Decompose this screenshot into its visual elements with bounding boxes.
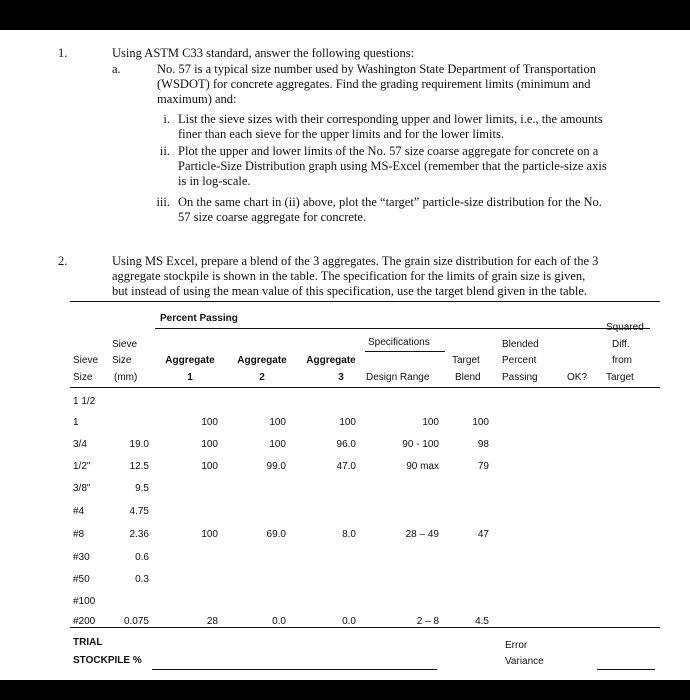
cell-sieve-mm: 0.075 <box>123 616 149 627</box>
header-squared: Squared <box>606 322 644 333</box>
header-target: Target <box>452 355 480 366</box>
q1-sub-ii <box>178 144 678 189</box>
q1-sub-label: ii. <box>159 144 170 158</box>
error-label: Error <box>505 640 528 651</box>
q1-sub-i <box>178 112 678 142</box>
cell-design-range: 28 – 49 <box>405 529 439 540</box>
cell-agg1: 100 <box>201 439 218 450</box>
cell-sieve-mm: 2.36 <box>129 529 149 540</box>
document-page <box>0 30 690 680</box>
header-ok: OK? <box>567 372 588 383</box>
cell-sieve-size: 3/4 <box>73 439 87 450</box>
q1-sub-line: On the same chart in (ii) above, plot the “target” particle-size distribution for the No. <box>178 195 602 209</box>
header-specifications: Specifications <box>368 337 430 348</box>
header-sieve-size-1: Sieve <box>73 355 99 366</box>
cell-design-range: 90 - 100 <box>402 439 439 450</box>
cell-design-range: 90 max <box>406 461 439 472</box>
cell-agg2: 100 <box>269 417 286 428</box>
cell-sieve-size: 1 1/2 <box>73 396 96 407</box>
cell-agg3: 0.0 <box>342 616 356 627</box>
cell-sieve-size: #4 <box>73 506 85 517</box>
header-sieve-mm-1: Sieve <box>112 339 138 350</box>
cell-agg2: 99.0 <box>266 461 286 472</box>
cell-agg1: 28 <box>206 616 218 627</box>
cell-agg2: 100 <box>269 439 286 450</box>
header-diff: Diff. <box>612 339 630 350</box>
cell-sieve-size: #200 <box>73 616 96 627</box>
q1-sub-line: 57 size coarse aggregate for concrete. <box>178 210 367 224</box>
header-sieve-mm-2: Size <box>112 355 132 366</box>
q1a-line: maximum) and: <box>157 92 237 106</box>
header-blend: Blend <box>455 372 481 383</box>
header-sieve-mm-3: (mm) <box>114 372 138 383</box>
header-passing: Passing <box>502 372 538 383</box>
cell-target-blend: 98 <box>477 439 489 450</box>
q1a-line: No. 57 is a typical size number used by Washington State Department of Transportation <box>157 62 596 76</box>
header-design-range: Design Range <box>366 372 430 383</box>
cell-sieve-mm: 0.3 <box>135 574 149 585</box>
cell-sieve-mm: 0.6 <box>135 552 149 563</box>
header-sieve-size-2: Size <box>73 372 93 383</box>
error-input-line <box>597 669 655 670</box>
cell-target-blend: 79 <box>477 461 489 472</box>
cell-sieve-size: 1 <box>73 417 79 428</box>
cell-target-blend: 47 <box>477 529 489 540</box>
header-from: from <box>612 355 632 366</box>
table-bottom-rule <box>70 627 660 628</box>
stockpile-label: STOCKPILE % <box>73 655 142 666</box>
cell-sieve-size: 1/2" <box>73 461 91 472</box>
cell-agg3: 47.0 <box>336 461 356 472</box>
q1-sub-line: is in log-scale. <box>178 174 251 188</box>
q2-text <box>112 254 672 299</box>
trial-label: TRIAL <box>73 637 103 648</box>
header-agg3-num: 3 <box>338 372 344 383</box>
cell-agg1: 100 <box>201 461 218 472</box>
header-blended: Blended <box>502 339 539 350</box>
cell-sieve-mm: 12.5 <box>129 461 149 472</box>
percent-passing-rule <box>155 328 650 329</box>
header-agg2-num: 2 <box>259 372 265 383</box>
q1a-line: (WSDOT) for concrete aggregates. Find the grading requirement limits (minimum and <box>157 77 591 91</box>
q1-sub-line: Particle-Size Distribution graph using MS-Excel (remember that the particle-size axis <box>178 159 607 173</box>
percent-passing-heading: Percent Passing <box>160 313 238 324</box>
cell-agg3: 8.0 <box>342 529 356 540</box>
header-agg3: Aggregate <box>306 355 356 366</box>
q2-line: Using MS Excel, prepare a blend of the 3 aggregates. The grain size distribution for each of the 3 <box>112 254 599 268</box>
q1-sub-line: Plot the upper and lower limits of the No. 57 size coarse aggregate for concrete on a <box>178 144 599 158</box>
q1a-label: a. <box>112 62 121 76</box>
cell-design-range: 100 <box>422 417 439 428</box>
q1a-text <box>157 62 677 107</box>
q2-line: aggregate stockpile is shown in the table. The specification for the limits of grain size is given, <box>112 269 586 283</box>
q1-sub-line: finer than each sieve for the upper limits and for the lower limits. <box>178 127 504 141</box>
cell-target-blend: 4.5 <box>475 616 489 627</box>
q2-line: but instead of using the mean value of this specification, use the target blend given in the table. <box>112 284 587 298</box>
cell-design-range: 2 – 8 <box>416 616 439 627</box>
cell-sieve-size: 3/8" <box>73 483 91 494</box>
q1-sub-line: List the sieve sizes with their corresponding upper and lower limits, i.e., the amounts <box>178 112 603 126</box>
variance-label: Variance <box>505 656 544 667</box>
cell-agg3: 96.0 <box>336 439 356 450</box>
header-agg1-num: 1 <box>187 372 193 383</box>
header-agg2: Aggregate <box>237 355 287 366</box>
cell-agg1: 100 <box>201 417 218 428</box>
header-target-col: Target <box>606 372 634 383</box>
cell-sieve-size: #100 <box>73 596 96 607</box>
header-agg1: Aggregate <box>165 355 215 366</box>
q2-number: 2. <box>58 254 68 268</box>
cell-sieve-mm: 19.0 <box>129 439 149 450</box>
divider <box>70 301 660 302</box>
cell-sieve-size: #30 <box>73 552 90 563</box>
q1-sub-label: i. <box>163 112 170 126</box>
q1-text: Using ASTM C33 standard, answer the following questions: <box>112 46 415 60</box>
cell-sieve-size: #50 <box>73 574 90 585</box>
header-percent: Percent <box>502 355 537 366</box>
trial-input-line <box>152 669 437 670</box>
q1-sub-label: iii. <box>156 195 170 209</box>
specifications-rule <box>365 351 445 352</box>
q1-number: 1. <box>58 46 68 60</box>
cell-agg2: 0.0 <box>272 616 286 627</box>
cell-agg1: 100 <box>201 529 218 540</box>
cell-sieve-mm: 9.5 <box>135 483 149 494</box>
header-rule <box>70 387 660 388</box>
q1-sub-iii <box>178 195 678 225</box>
cell-sieve-mm: 4.75 <box>129 506 149 517</box>
cell-target-blend: 100 <box>472 417 489 428</box>
cell-agg3: 100 <box>339 417 356 428</box>
cell-agg2: 69.0 <box>266 529 286 540</box>
cell-sieve-size: #8 <box>73 529 85 540</box>
